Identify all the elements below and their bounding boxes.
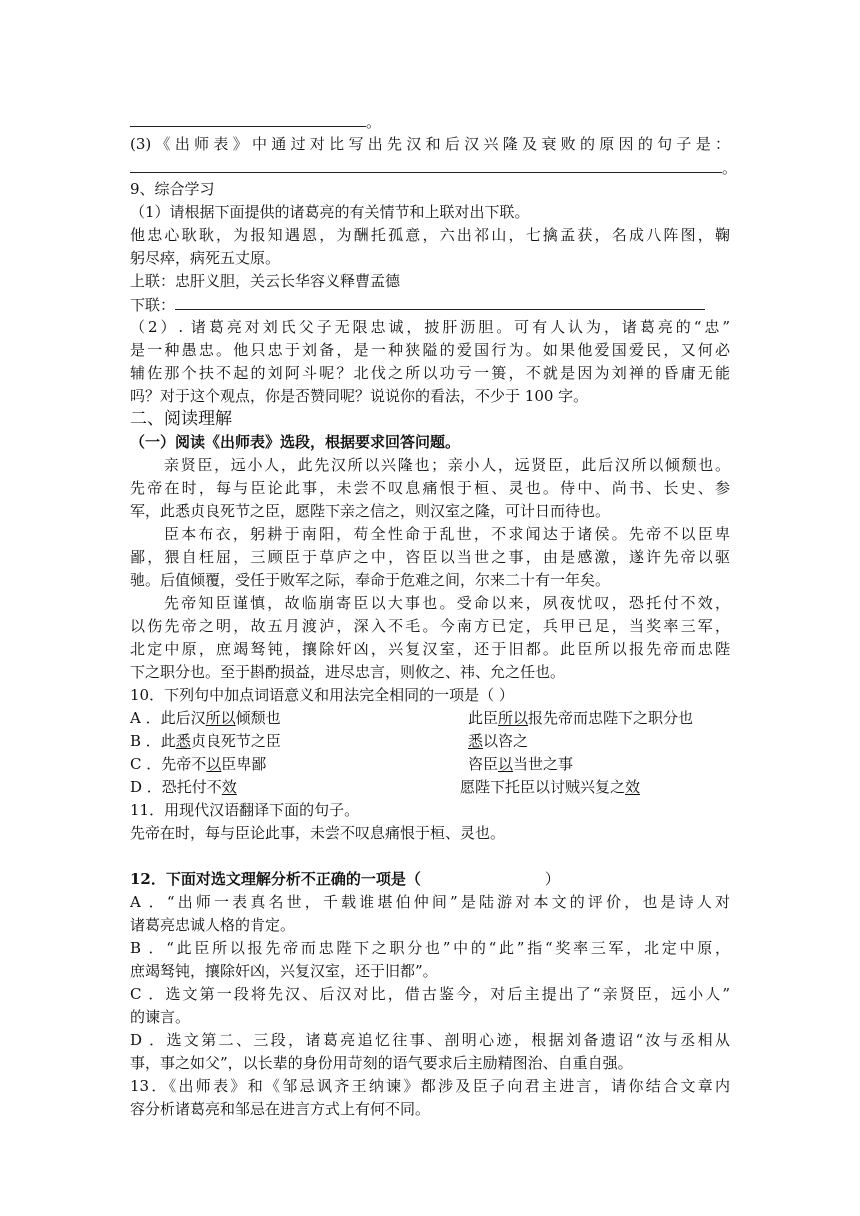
q12-option-d-cont: 事，事之如父”，以长辈的身份用苛刻的语气要求后主励精图治、自重自强。	[130, 1054, 633, 1072]
q12-stem-text: 12．下面对选文理解分析不正确的一项是（	[130, 870, 421, 888]
q9-part2: （2）. 诸葛亮对刘氏父子无限忠诚，披肝沥胆。可有人认为，诸葛亮的“忠”	[130, 318, 730, 336]
passage-line: 先帝知臣谨慎，故临崩寄臣以大事也。受命以来，夙夜忧叹，恐托付不效，	[164, 594, 730, 612]
q10-option-d[interactable]	[130, 776, 237, 798]
couplet-upper: 上联：忠肝义胆，关云长华容义释曹孟德	[130, 272, 401, 290]
option-text: 贞良死节之臣	[190, 732, 281, 750]
option-text: 倾颓也	[235, 709, 281, 727]
option-text: D ．恐托付不	[130, 778, 222, 796]
period: 。	[366, 113, 382, 131]
q12-option-b[interactable]: B ．“此臣所以报先帝而忠陛下之职分也”中的“此”指“奖率三军，北定中原，	[130, 939, 730, 957]
passage-line: 鄙，猥自枉屈，三顾臣于草庐之中，咨臣以当世之事，由是感激，遂许先帝以驱	[130, 548, 730, 566]
underlined-word: 效	[625, 778, 641, 796]
q9-part2: 辅佐那个扶不起的刘阿斗呢？北伐之所以功亏一篑，不就是因为刘禅的昏庸无能	[130, 364, 730, 382]
option-text: B ．此	[130, 732, 176, 750]
passage-line: 北定中原，庶竭驽钝，攘除奸凶，兴复汉室，还于旧都。此臣所以报先帝而忠陛	[130, 640, 730, 658]
passage-line: 以伤先帝之明，故五月渡泸，深入不毛。今南方已定，兵甲已足，当奖率三军，	[130, 617, 730, 635]
q13-stem-cont: 容分析诸葛亮和邹忌在进言方式上有何不同。	[130, 1100, 431, 1118]
q12-option-c-cont: 的谏言。	[130, 1008, 191, 1026]
option-text: 报先帝而忠陛下之职分也	[528, 709, 694, 727]
underlined-word: 以	[206, 755, 222, 773]
q12-option-a-cont: 诸葛亮忠诚人格的肯定。	[130, 916, 296, 934]
option-text: 愿陛下托臣以讨贼兴复之	[460, 778, 626, 796]
passage-line: 驰。后值倾覆，受任于败军之际，奉命于危难之间，尔来二十有一年矣。	[130, 571, 611, 589]
option-text: 以咨之	[483, 732, 529, 750]
section-heading: 二、阅读理解	[130, 409, 232, 429]
passage-line: 军，此悉贞良死节之臣，愿陛下亲之信之，则汉室之隆，可计日而待也。	[130, 502, 611, 520]
section-subheading: （一）阅读《出师表》选段，根据要求回答问题。	[130, 433, 461, 451]
couplet-lower	[130, 293, 705, 316]
q8-part3: (3)《出师表》中通过对比写出先汉和后汉兴隆及衰败的原因的句子是：	[130, 135, 730, 153]
option-text: A ．此后汉	[130, 709, 206, 727]
option-text: 当世之事	[513, 755, 574, 773]
underlined-word: 所以	[498, 709, 529, 727]
q12-option-a[interactable]: A ．“出师一表真名世，千载谁堪伯仲间”是陆游对本文的评价，也是诗人对	[130, 893, 730, 911]
option-text: 此臣	[468, 709, 499, 727]
underlined-word: 悉	[468, 732, 484, 750]
q10-option-c[interactable]	[130, 753, 266, 775]
q9-part1-prompt: （1）请根据下面提供的诸葛亮的有关情节和上联对出下联。	[130, 203, 530, 221]
q12-option-b-cont: 庶竭驽钝，攘除奸凶，兴复汉室，还于旧都”。	[130, 962, 438, 980]
lower-label: 下联：	[130, 296, 176, 314]
answer-line-q8-3	[130, 156, 737, 179]
q12-stem	[130, 868, 560, 890]
answer-blank[interactable]	[130, 156, 722, 173]
q10-option-d-compare	[460, 776, 640, 798]
q10-stem: 10．下列句中加点词语意义和用法完全相同的一项是（ ）	[130, 686, 514, 704]
option-text: 臣卑鄙	[221, 755, 267, 773]
underlined-word: 悉	[175, 732, 191, 750]
answer-line-q8-2	[130, 110, 381, 133]
q9-title: 9、综合学习	[130, 180, 215, 198]
answer-blank[interactable]	[130, 110, 366, 127]
passage-line: 先帝在时，每与臣论此事，未尝不叹息痛恨于桓、灵也。侍中、尚书、长史、参	[130, 479, 730, 497]
underlined-word: 效	[221, 778, 237, 796]
q10-option-b[interactable]	[130, 730, 281, 752]
q11-stem: 11．用现代汉语翻译下面的句子。	[130, 801, 360, 819]
q10-option-a-compare	[468, 707, 693, 729]
q12-option-c[interactable]: C ．选文第一段将先汉、后汉对比，借古鉴今，对后主提出了“亲贤臣，远小人”	[130, 985, 730, 1003]
q10-option-c-compare	[468, 753, 573, 775]
q9-part2: 是一种愚忠。他只忠于刘备，是一种狭隘的爱国行为。如果他爱国爱民，又何必	[130, 341, 730, 359]
answer-blank[interactable]	[175, 293, 705, 310]
underlined-word: 所以	[205, 709, 236, 727]
q9-part1-text: 他忠心耿耿，为报知遇恩，为酬托孤意，六出祁山，七擒孟获，名成八阵图，鞠	[130, 226, 730, 244]
q12-stem-close: ）	[544, 870, 560, 888]
underlined-word: 以	[498, 755, 514, 773]
passage-line: 亲贤臣，远小人，此先汉所以兴隆也；亲小人，远贤臣，此后汉所以倾颓也。	[164, 456, 730, 474]
q12-option-d[interactable]: D ．选文第二、三段，诸葛亮追忆往事、剖明心迹，根据刘备遗诏“汝与丞相从	[130, 1031, 730, 1049]
q9-part2: 吗？对于这个观点，你是否赞同呢？说说你的看法，不少于 100 字。	[130, 387, 589, 405]
q11-sentence: 先帝在时，每与臣论此事，未尝不叹息痛恨于桓、灵也。	[130, 824, 506, 842]
q9-part1-text: 躬尽瘁，病死五丈原。	[130, 249, 281, 267]
option-text: 咨臣	[468, 755, 499, 773]
q10-option-a[interactable]	[130, 707, 281, 729]
passage-line: 下之职分也。至于斟酌损益，进尽忠言，则攸之、祎、允之任也。	[130, 663, 566, 681]
period: 。	[722, 159, 738, 177]
q10-option-b-compare	[468, 730, 528, 752]
q13-stem: 13．《出师表》和《邹忌讽齐王纳谏》都涉及臣子向君主进言，请你结合文章内	[130, 1077, 730, 1095]
passage-line: 臣本布衣，躬耕于南阳，苟全性命于乱世，不求闻达于诸侯。先帝不以臣卑	[164, 525, 730, 543]
option-text: C ．先帝不	[130, 755, 207, 773]
